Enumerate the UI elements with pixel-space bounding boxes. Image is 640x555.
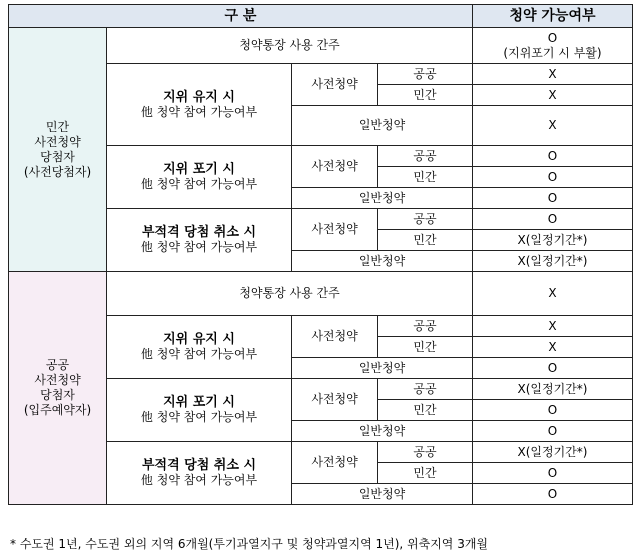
usage-label: 청약통장 사용 간주: [107, 272, 473, 316]
public-value: O: [473, 209, 633, 230]
section-title: 지위 유지 시: [163, 89, 235, 105]
group-label-line: 사전청약: [34, 134, 81, 149]
section-title-cell: [107, 379, 292, 442]
general-value: O: [473, 484, 633, 505]
section-subtitle: 他 청약 참여 가능여부: [140, 473, 258, 487]
general-value: O: [473, 358, 633, 379]
private-value: X: [473, 85, 633, 106]
public-label: 공공: [378, 64, 473, 85]
general-label: 일반청약: [292, 421, 473, 442]
group-label: [9, 28, 107, 272]
general-value: O: [473, 188, 633, 209]
section-subtitle: 他 청약 참여 가능여부: [140, 240, 258, 254]
private-value: O: [473, 400, 633, 421]
pre-subscription-label: 사전청약: [292, 209, 378, 251]
private-value: O: [473, 167, 633, 188]
private-value: X: [473, 337, 633, 358]
section-title-cell: [107, 146, 292, 209]
private-label: 민간: [378, 167, 473, 188]
section-title: 부적격 당첨 취소 시: [141, 225, 257, 240]
private-label: 민간: [378, 337, 473, 358]
group-label-line: 당첨자: [40, 149, 75, 164]
general-label: 일반청약: [292, 251, 473, 272]
section-title: 지위 유지 시: [163, 332, 235, 347]
private-value: O: [473, 463, 633, 484]
private-label: 민간: [378, 85, 473, 106]
usage-label: 청약통장 사용 간주: [107, 28, 473, 64]
private-value: X(일정기간*): [473, 230, 633, 251]
pre-subscription-label: 사전청약: [292, 379, 378, 421]
section-subtitle: 他 청약 참여 가능여부: [140, 104, 258, 119]
eligibility-table: [8, 4, 633, 505]
private-label: 민간: [378, 230, 473, 251]
pre-subscription-label: 사전청약: [292, 64, 378, 106]
section-title-cell: [107, 64, 292, 146]
private-label: 민간: [378, 400, 473, 421]
group-label-line: (사전당첨자): [23, 164, 92, 179]
public-label: 공공: [378, 442, 473, 463]
usage-value-line: O: [547, 30, 558, 45]
pre-subscription-label: 사전청약: [292, 442, 378, 484]
group-label-line: 사전청약: [34, 373, 81, 387]
table-body: [9, 28, 633, 505]
usage-value: [473, 272, 633, 316]
public-value: X: [473, 316, 633, 337]
header-availability: 청약 가능여부: [473, 5, 633, 28]
public-label: 공공: [378, 379, 473, 400]
general-label: 일반청약: [292, 484, 473, 505]
public-value: X: [473, 64, 633, 85]
public-value: X(일정기간*): [473, 379, 633, 400]
section-subtitle: 他 청약 참여 가능여부: [140, 177, 258, 191]
group-label: [9, 272, 107, 505]
footnote: * 수도권 1년, 수도권 외의 지역 6개월(투기과열지구 및 청약과열지역 1년), 위축지역 3개월: [10, 537, 489, 551]
public-label: 공공: [378, 146, 473, 167]
general-value: X(일정기간*): [473, 251, 633, 272]
public-label: 공공: [378, 316, 473, 337]
usage-value-line: X: [548, 286, 557, 300]
general-label: 일반청약: [292, 188, 473, 209]
public-label: 공공: [378, 209, 473, 230]
general-label: 일반청약: [292, 358, 473, 379]
section-title: 지위 포기 시: [163, 395, 235, 410]
section-title: 부적격 당첨 취소 시: [141, 458, 257, 473]
section-title-cell: [107, 209, 292, 272]
section-subtitle: 他 청약 참여 가능여부: [140, 410, 258, 424]
public-value: X(일정기간*): [473, 442, 633, 463]
public-value: O: [473, 146, 633, 167]
general-value: O: [473, 421, 633, 442]
section-title-cell: [107, 442, 292, 505]
pre-subscription-label: 사전청약: [292, 146, 378, 188]
group-label-line: 당첨자: [40, 388, 75, 402]
group-label-line: 민간: [45, 119, 70, 134]
usage-value-line: (지위포기 시 부활): [503, 45, 602, 60]
general-label: 일반청약: [292, 106, 473, 146]
section-title: 지위 포기 시: [163, 162, 235, 177]
pre-subscription-label: 사전청약: [292, 316, 378, 358]
group-label-line: 공공: [45, 358, 70, 372]
general-value: X: [473, 106, 633, 146]
private-label: 민간: [378, 463, 473, 484]
header-category: 구 분: [9, 5, 473, 28]
usage-value: [473, 28, 633, 64]
section-title-cell: [107, 316, 292, 379]
group-label-line: (입주예약자): [23, 403, 92, 417]
section-subtitle: 他 청약 참여 가능여부: [140, 347, 258, 361]
